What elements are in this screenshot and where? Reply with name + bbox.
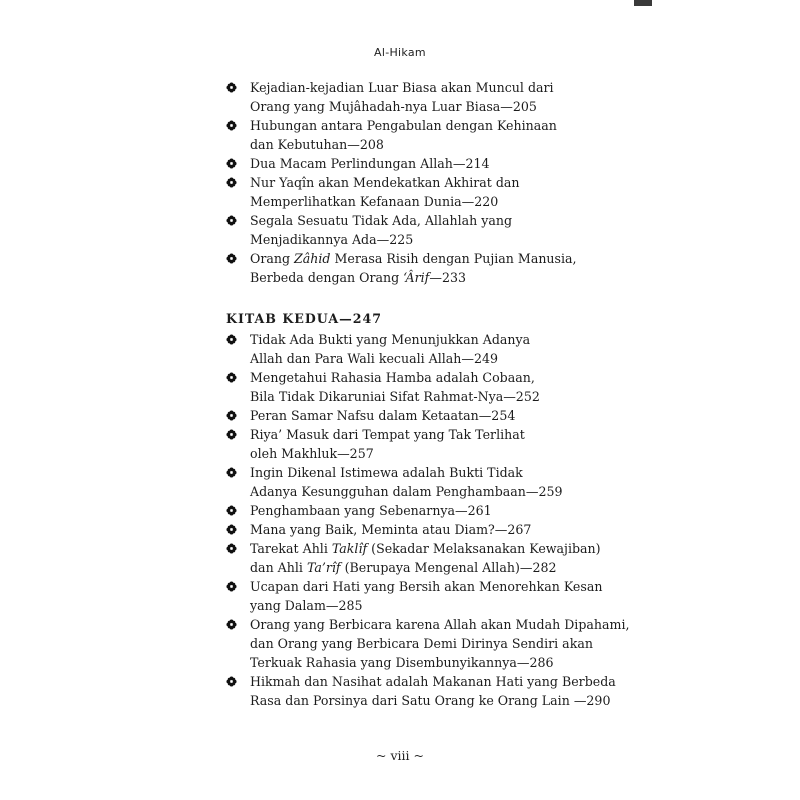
flower-bullet-icon (226, 253, 237, 264)
toc-entry-text: dan Ahli (250, 560, 307, 575)
flower-bullet-icon (226, 334, 237, 345)
toc-entry-text: Orang (250, 251, 295, 266)
toc-entry-line (250, 558, 626, 577)
toc-entry-line: Allah dan Para Wali kecuali Allah—249 (250, 351, 499, 366)
flower-bullet-icon (226, 372, 237, 383)
toc-entry (226, 211, 626, 249)
toc-entry-line: Memperlihatkan Kefanaan Dunia—220 (250, 194, 499, 209)
toc-entry (226, 520, 626, 539)
toc-entry (226, 539, 626, 577)
toc-entry-text: Berbeda dengan Orang (250, 270, 404, 285)
toc-entry-line: yang Dalam—285 (250, 598, 363, 613)
toc-entry-line (250, 268, 626, 287)
table-of-contents (226, 78, 630, 710)
toc-entry-line (250, 539, 626, 558)
toc-entry-line: Ingin Dikenal Istimewa adalah Bukti Tidak (250, 465, 523, 480)
toc-entry-line (250, 249, 626, 268)
flower-bullet-icon (226, 619, 237, 630)
corner-mark (634, 0, 652, 6)
toc-entry (226, 78, 626, 116)
flower-bullet-icon (226, 676, 237, 687)
toc-entry-line: Bila Tidak Dikaruniai Sifat Rahmat-Nya—252 (250, 389, 540, 404)
flower-bullet-icon (226, 82, 237, 93)
toc-entry (226, 249, 626, 287)
flower-bullet-icon (226, 158, 237, 169)
toc-entry-text: —233 (429, 270, 466, 285)
running-head: Al-Hikam (374, 46, 426, 59)
flower-bullet-icon (226, 543, 237, 554)
toc-entry-line: Orang yang Mujâhadah-nya Luar Biasa—205 (250, 99, 537, 114)
toc-entry-text: (Sekadar Melaksanakan Kewajiban) (367, 541, 601, 556)
flower-bullet-icon (226, 467, 237, 478)
toc-entry-line: Menjadikannya Ada—225 (250, 232, 414, 247)
toc-entry-line: dan Kebutuhan—208 (250, 137, 384, 152)
toc-entry (226, 154, 626, 173)
toc-entry-line: Peran Samar Nafsu dalam Ketaatan—254 (250, 408, 516, 423)
toc-entry-line: Terkuak Rahasia yang Disembunyikannya—286 (250, 655, 554, 670)
toc-entry-line: Tidak Ada Bukti yang Menunjukkan Adanya (250, 332, 531, 347)
toc-entry-line: Penghambaan yang Sebenarnya—261 (250, 503, 492, 518)
page-number: ~ viii ~ (376, 748, 424, 763)
toc-entry (226, 116, 626, 154)
toc-entry-line: Hubungan antara Pengabulan dengan Kehinaan (250, 118, 557, 133)
toc-entry (226, 330, 626, 368)
toc-entry-line: Adanya Kesungguhan dalam Penghambaan—259 (250, 484, 563, 499)
toc-entry-line: Rasa dan Porsinya dari Satu Orang ke Orang Lain —290 (250, 693, 611, 708)
toc-entry-text: (Berupaya Mengenal Allah)—282 (340, 560, 557, 575)
italic-term: Ta’rîf (306, 560, 341, 575)
toc-entry-line: Ucapan dari Hati yang Bersih akan Menorehkan Kesan (250, 579, 603, 594)
toc-entry (226, 577, 626, 615)
toc-entry (226, 406, 626, 425)
flower-bullet-icon (226, 215, 237, 226)
toc-entry-line: Nur Yaqîn akan Mendekatkan Akhirat dan (250, 175, 520, 190)
italic-term: Zâhid (294, 251, 331, 266)
toc-entry-line: Mana yang Baik, Meminta atau Diam?—267 (250, 522, 532, 537)
toc-entry-line: dan Orang yang Berbicara Demi Dirinya Sendiri akan (250, 636, 593, 651)
toc-entry-line: Riya’ Masuk dari Tempat yang Tak Terlihat (250, 427, 525, 442)
flower-bullet-icon (226, 429, 237, 440)
toc-entry (226, 425, 626, 463)
toc-entry-line: Mengetahui Rahasia Hamba adalah Cobaan, (250, 370, 535, 385)
toc-group-1 (226, 78, 626, 287)
flower-bullet-icon (226, 505, 237, 516)
toc-entry-line: Segala Sesuatu Tidak Ada, Allahlah yang (250, 213, 513, 228)
toc-entry (226, 368, 626, 406)
toc-entry-line: Dua Macam Perlindungan Allah—214 (250, 156, 490, 171)
toc-entry (226, 615, 630, 672)
toc-entry (226, 463, 626, 501)
toc-group-2 (226, 330, 630, 710)
section-heading: KITAB KEDUA—247 (226, 311, 383, 326)
flower-bullet-icon (226, 120, 237, 131)
toc-entry (226, 173, 626, 211)
flower-bullet-icon (226, 581, 237, 592)
toc-entry-text: Tarekat Ahli (250, 541, 332, 556)
toc-entry-line: Kejadian-kejadian Luar Biasa akan Muncul dari (250, 80, 554, 95)
toc-entry-text: Merasa Risih dengan Pujian Manusia, (330, 251, 577, 266)
flower-bullet-icon (226, 524, 237, 535)
italic-term: ‘Ârif (403, 270, 430, 285)
toc-entry-line: Orang yang Berbicara karena Allah akan Mudah Dipahami, (250, 617, 630, 632)
toc-entry (226, 672, 626, 710)
italic-term: Taklîf (331, 541, 368, 556)
toc-entry (226, 501, 626, 520)
toc-entry-line: oleh Makhluk—257 (250, 446, 374, 461)
toc-entry-line: Hikmah dan Nasihat adalah Makanan Hati yang Berbeda (250, 674, 616, 689)
flower-bullet-icon (226, 410, 237, 421)
flower-bullet-icon (226, 177, 237, 188)
